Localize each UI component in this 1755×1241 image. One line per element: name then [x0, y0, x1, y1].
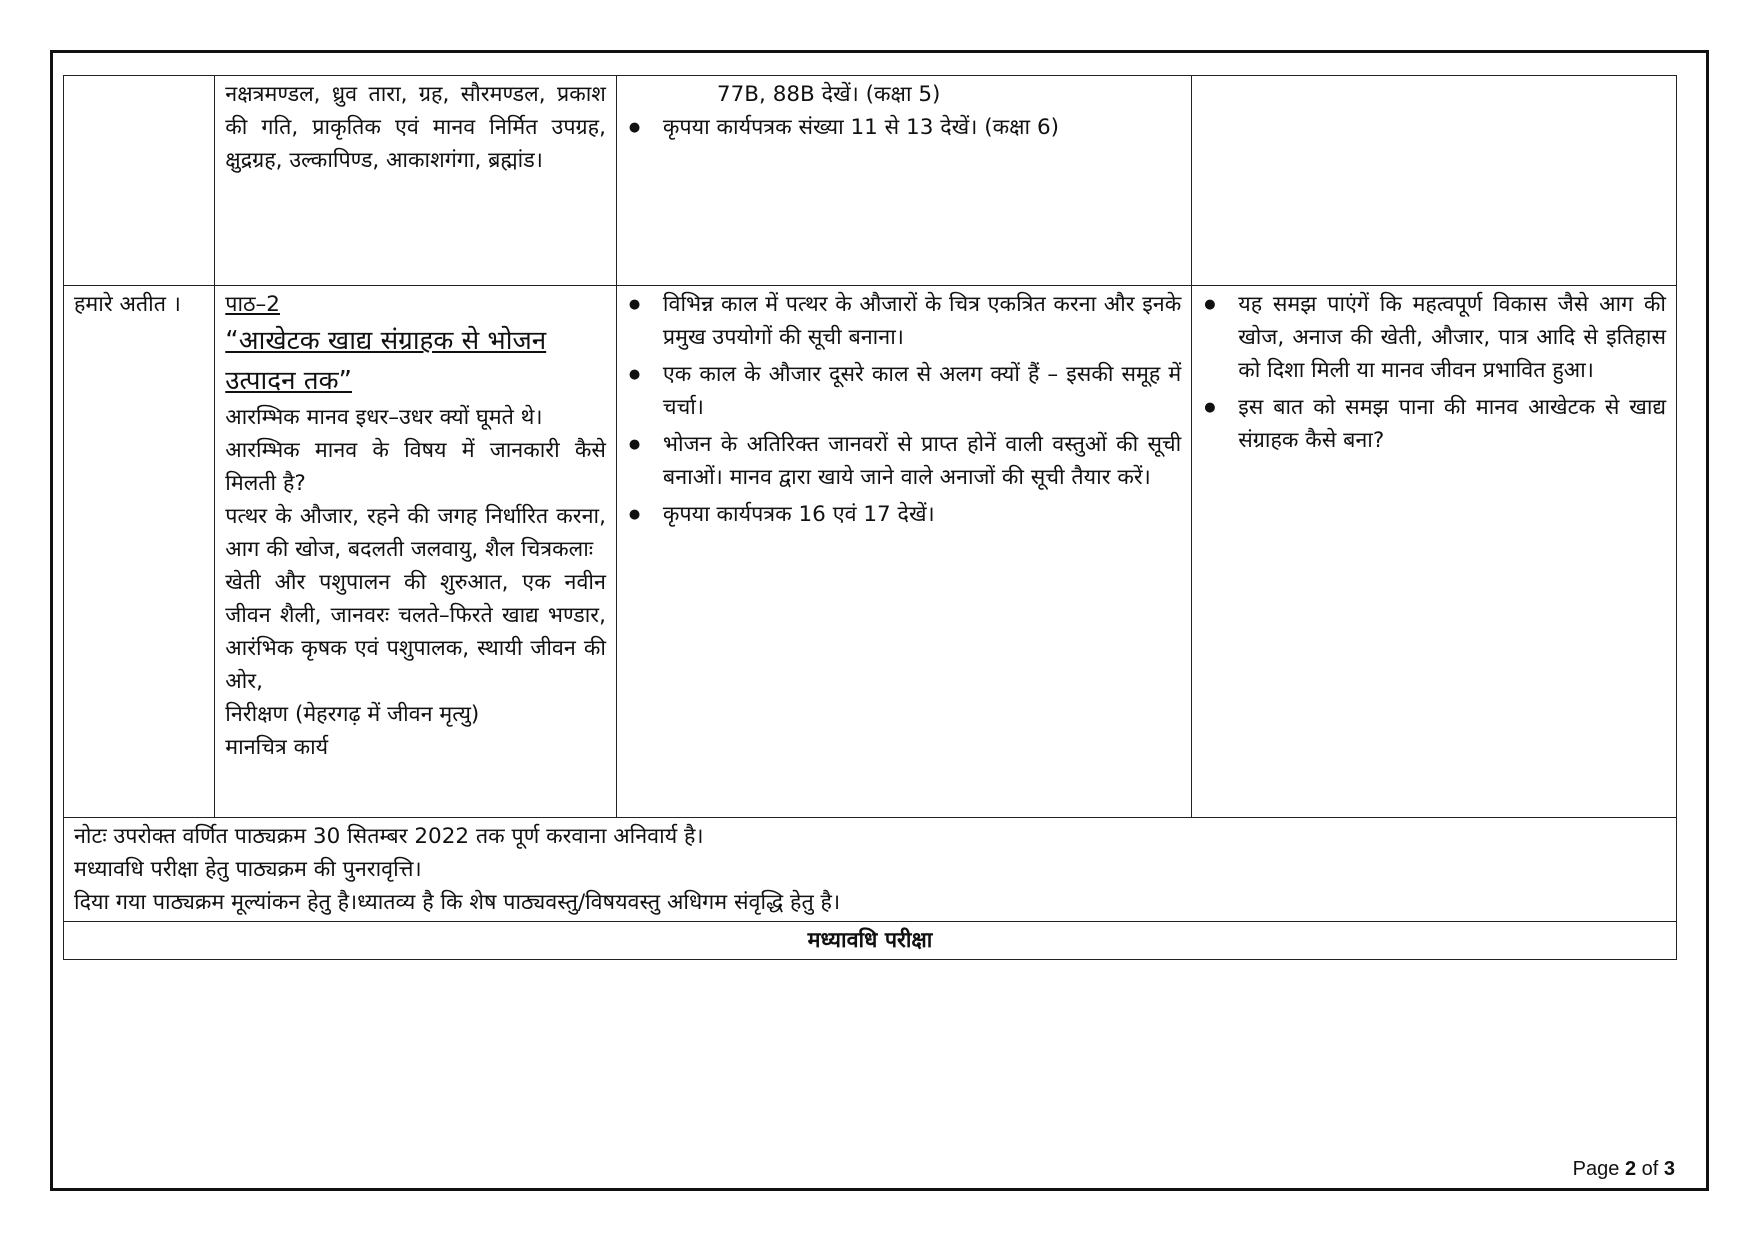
note-line: मध्यावधि परीक्षा हेतु पाठ्यक्रम की पुनरावृत्ति।: [74, 857, 422, 882]
activity-list: [627, 111, 1181, 144]
list-item: ● भोजन के अतिरिक्त जानवरों से प्राप्त होनें वाली वस्तुओं की सूची बनाओं। मानव द्वारा खाये जाने वाले अनाजों की सूची तैयार करें।: [663, 428, 1181, 494]
outcome-list: [1202, 288, 1666, 457]
content-cell: नक्षत्रमण्डल, ध्रुव तारा, ग्रह, सौरमण्डल, प्रकाश की गति, प्राकृतिक एवं मानव निर्मित उपग्रह, क्षुद्रग्रह, उल्कापिण्ड, आकाशगंगा, ब्रह्मांड।: [215, 76, 617, 286]
syllabus-table: [63, 75, 1677, 960]
page-total: 3: [1663, 1158, 1675, 1180]
list-item: ● कृपया कार्यपत्रक 16 एवं 17 देखें।: [663, 498, 1181, 531]
note-line: दिया गया पाठ्यक्रम मूल्यांकन हेतु है।ध्यातव्य है कि शेष पाठ्यवस्तु/विषयवस्तु अधिगम संवृद्धि हेतु है।: [74, 890, 841, 915]
page-of: of: [1641, 1158, 1659, 1180]
lesson-title: “आखेटक खाद्य संग्राहक से भोजन उत्पादन तक”: [225, 326, 547, 396]
list-item: ● कृपया कार्यपत्रक संख्या 11 से 13 देखें। (कक्षा 6): [663, 111, 1181, 144]
activity-cell: [616, 286, 1191, 818]
subject-cell: हमारे अतीत ।: [64, 286, 215, 818]
table-row: [64, 76, 1677, 286]
midterm-row: [64, 922, 1677, 960]
lesson-number: पाठ–2: [225, 292, 280, 317]
table-row: [64, 286, 1677, 818]
list-item: ● विभिन्न काल में पत्थर के औजारों के चित्र एकत्रित करना और इनके प्रमुख उपयोगों की सूची बनाना।: [663, 288, 1181, 354]
activity-list: [627, 288, 1181, 531]
content-item: खेती और पशुपालन की शुरुआत, एक नवीन जीवन शैली, जानवरः चलते–फिरते खाद्य भण्डार, आरंभिक कृषक एवं पशुपालक, स्थायी जीवन की ओर,: [225, 570, 606, 694]
activity-cell: [616, 76, 1191, 286]
list-item: ● एक काल के औजार दूसरे काल से अलग क्यों हैं – इसकी समूह में चर्चा।: [663, 358, 1181, 424]
page-current: 2: [1624, 1158, 1637, 1180]
note-row: [64, 818, 1677, 922]
list-item: ● इस बात को समझ पाना की मानव आखेटक से खाद्य संग्राहक कैसे बना?: [1238, 391, 1666, 457]
note-line: नोटः उपरोक्त वर्णित पाठ्यक्रम 30 सितम्बर 2022 तक पूर्ण करवाना अनिवार्य है।: [74, 824, 704, 849]
outcome-cell: [1192, 286, 1677, 818]
content-item: मानचित्र कार्य: [225, 735, 329, 760]
activity-continued-line: 77B, 88B देखें। (कक्षा 5): [716, 82, 941, 107]
content-item: निरीक्षण (मेहरगढ़ में जीवन मृत्यु): [225, 702, 480, 727]
page-number: [1573, 1158, 1675, 1181]
outcome-cell: [1192, 76, 1677, 286]
content-item: आरम्भिक मानव इधर–उधर क्यों घूमते थे।: [225, 405, 543, 430]
list-item: ● यह समझ पाएंगें कि महत्वपूर्ण विकास जैसे आग की खोज, अनाज की खेती, औजार, पात्र आदि से इतिहास को दिशा मिली या मानव जीवन प्रभावित हुआ।: [1238, 288, 1666, 387]
midterm-heading: मध्यावधि परीक्षा: [64, 922, 1677, 960]
content-item: आरम्भिक मानव के विषय में जानकारी कैसे मिलती है?: [225, 438, 606, 496]
page-prefix: Page: [1572, 1158, 1620, 1180]
content-item: पत्थर के औजार, रहने की जगह निर्धारित करना, आग की खोज, बदलती जलवायु, शैल चित्रकलाः: [225, 504, 606, 562]
content-cell: [215, 286, 617, 818]
subject-cell: [64, 76, 215, 286]
note-cell: [64, 818, 1677, 922]
